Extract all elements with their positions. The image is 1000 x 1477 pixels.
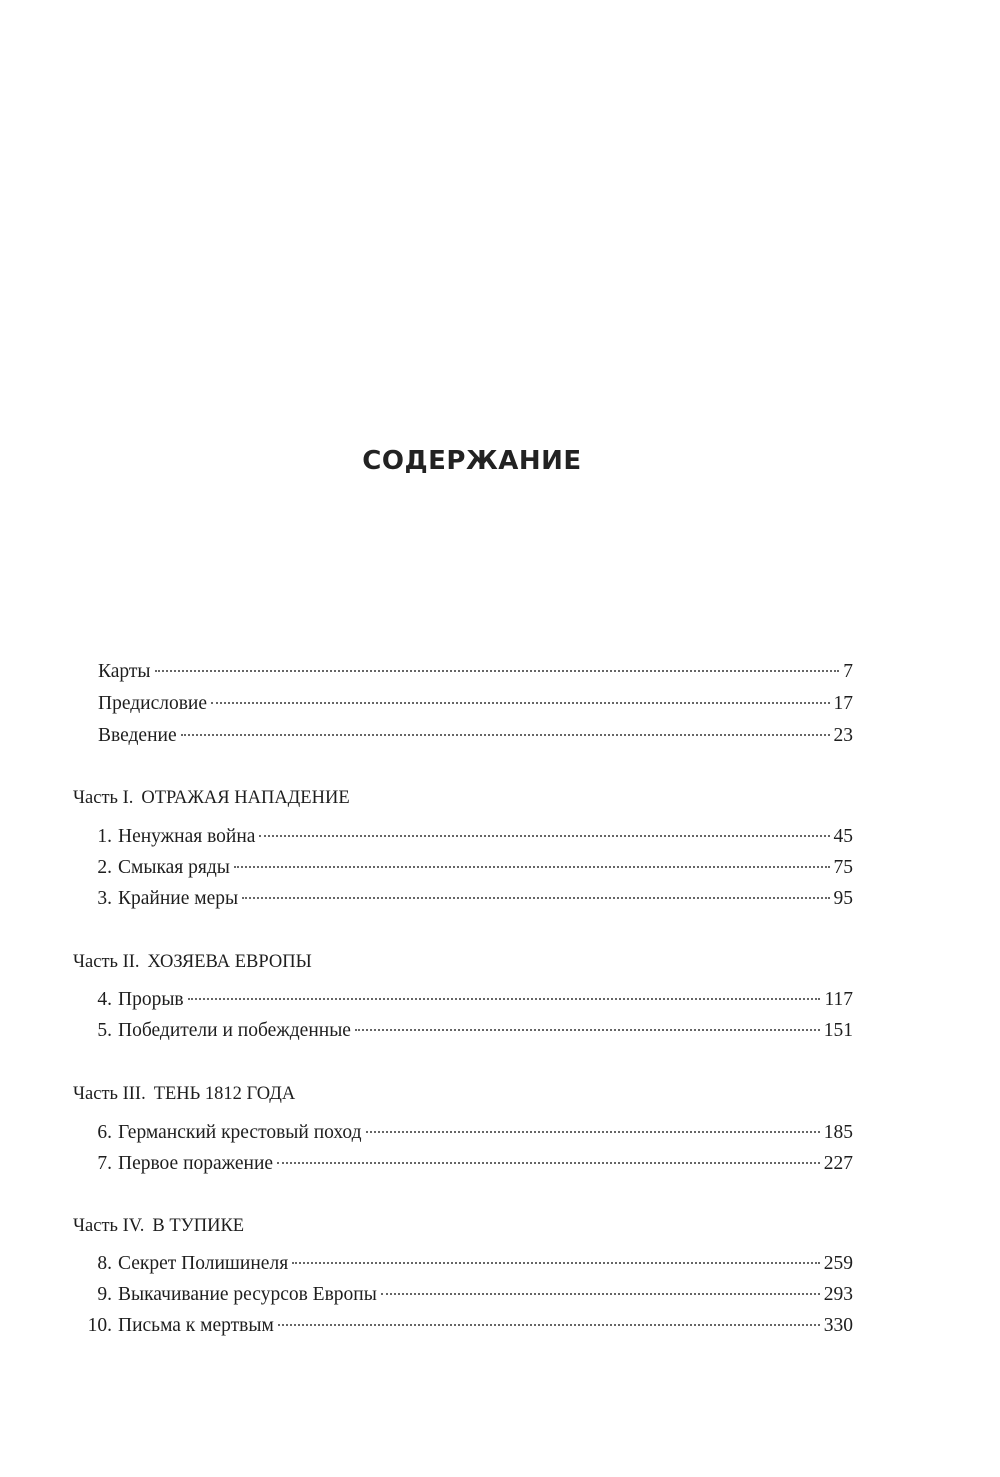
dot-leader: [211, 701, 829, 704]
toc-entry-chapter-6[interactable]: [80, 1121, 853, 1145]
toc-entry-page: 330: [823, 1315, 853, 1336]
toc-entry-chapter-5[interactable]: [80, 1019, 853, 1043]
toc-entry-page: 259: [823, 1253, 853, 1274]
chapter-number: 8.: [97, 1253, 112, 1274]
toc-entry-page: 185: [823, 1122, 853, 1143]
dot-leader: [181, 733, 830, 736]
chapter-number: 9.: [97, 1284, 112, 1305]
part-title: ТЕНЬ 1812 ГОДА: [153, 1084, 296, 1104]
toc-entry-chapter-2[interactable]: [80, 856, 853, 880]
part-label: Часть I.: [73, 788, 134, 808]
chapter-number: 7.: [97, 1153, 112, 1174]
chapter-number: 4.: [97, 989, 112, 1010]
toc-entry-label: Победители и побежденные: [118, 1020, 351, 1041]
toc-entry-label: Первое поражение: [118, 1153, 274, 1174]
toc-entry-page: 75: [833, 857, 853, 878]
chapter-number: 10.: [87, 1315, 112, 1336]
toc-entry-chapter-3[interactable]: [80, 887, 853, 911]
toc-entry-page: 17: [833, 693, 853, 714]
dot-leader: [188, 997, 821, 1000]
chapter-number: 1.: [97, 826, 112, 847]
toc-entry-page: 117: [824, 989, 853, 1010]
toc-entry-page: 151: [823, 1020, 853, 1041]
toc-entry-label: Предисловие: [98, 693, 208, 714]
dot-leader: [381, 1292, 820, 1295]
part-heading-2: [73, 950, 312, 974]
part-heading-3: [73, 1082, 295, 1106]
part-title: В ТУПИКЕ: [152, 1216, 245, 1236]
dot-leader: [259, 834, 829, 837]
toc-entry-maps[interactable]: [98, 660, 853, 684]
chapter-number: 6.: [97, 1122, 112, 1143]
dot-leader: [242, 896, 829, 899]
toc-entry-chapter-8[interactable]: [80, 1252, 853, 1276]
part-label: Часть IV.: [73, 1216, 145, 1236]
chapter-number: 5.: [97, 1020, 112, 1041]
dot-leader: [278, 1323, 820, 1326]
chapter-number: 3.: [97, 888, 112, 909]
toc-entry-page: 45: [833, 826, 853, 847]
dot-leader: [355, 1028, 820, 1031]
part-label: Часть III.: [73, 1084, 146, 1104]
dot-leader: [155, 669, 840, 672]
toc-entry-label: Смыкая ряды: [118, 857, 230, 878]
toc-entry-label: Германский крестовый поход: [118, 1122, 362, 1143]
toc-entry-page: 293: [823, 1284, 853, 1305]
toc-entry-label: Карты: [98, 661, 151, 682]
toc-entry-chapter-9[interactable]: [80, 1283, 853, 1307]
toc-entry-chapter-1[interactable]: [80, 825, 853, 849]
toc-entry-chapter-7[interactable]: [80, 1152, 853, 1176]
toc-entry-label: Секрет Полишинеля: [118, 1253, 289, 1274]
toc-entry-chapter-4[interactable]: [80, 988, 853, 1012]
toc-entry-introduction[interactable]: [98, 724, 853, 748]
part-heading-4: [73, 1214, 244, 1238]
toc-entry-label: Введение: [98, 725, 177, 746]
toc-entry-page: 95: [833, 888, 853, 909]
toc-entry-page: 227: [823, 1153, 853, 1174]
toc-entry-label: Прорыв: [118, 989, 184, 1010]
toc-entry-page: 23: [833, 725, 853, 746]
part-title: ХОЗЯЕВА ЕВРОПЫ: [147, 952, 312, 972]
dot-leader: [234, 865, 830, 868]
toc-entry-page: 7: [843, 661, 853, 682]
part-label: Часть II.: [73, 952, 140, 972]
dot-leader: [277, 1161, 820, 1164]
part-title: ОТРАЖАЯ НАПАДЕНИЕ: [141, 788, 350, 808]
dot-leader: [292, 1261, 820, 1264]
chapter-number: 2.: [97, 857, 112, 878]
toc-entry-label: Письма к мертвым: [118, 1315, 274, 1336]
part-heading-1: [73, 786, 350, 810]
dot-leader: [366, 1130, 820, 1133]
toc-entry-label: Крайние меры: [118, 888, 239, 909]
page-title: СОДЕРЖАНИЕ: [362, 446, 582, 476]
toc-entry-chapter-10[interactable]: [80, 1314, 853, 1338]
toc-entry-label: Ненужная война: [118, 826, 256, 847]
toc-entry-preface[interactable]: [98, 692, 853, 716]
toc-entry-label: Выкачивание ресурсов Европы: [118, 1284, 377, 1305]
